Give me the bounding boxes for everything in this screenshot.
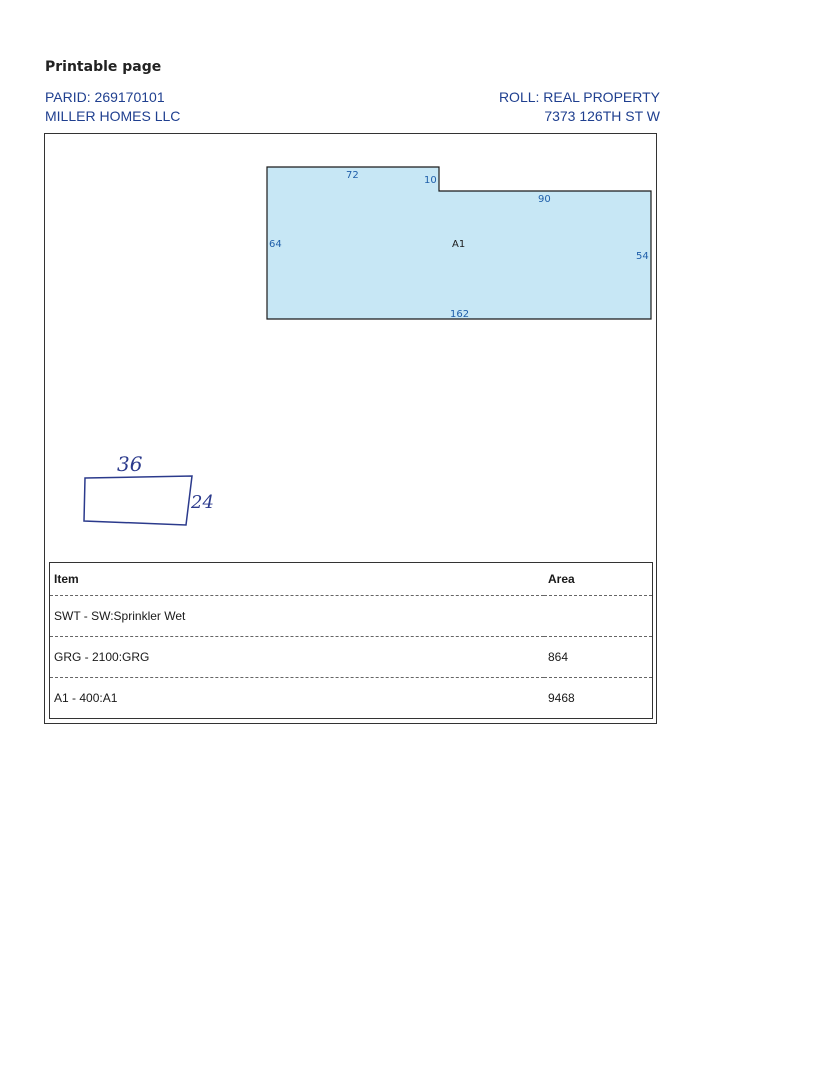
parcel-id: PARID: 269170101 — [45, 89, 165, 105]
dim-right: 54 — [636, 251, 649, 262]
dim-notch: 10 — [424, 175, 437, 186]
handwritten-width: 36 — [117, 452, 143, 476]
dim-left: 64 — [269, 239, 282, 250]
header-item: Item — [50, 563, 545, 596]
row-item: A1 - 400:A1 — [50, 678, 545, 719]
roll-type: ROLL: REAL PROPERTY — [498, 89, 660, 105]
row-item: SWT - SW:Sprinkler Wet — [50, 596, 545, 637]
row-area: 9468 — [544, 678, 653, 719]
row-area — [544, 596, 653, 637]
table-row — [50, 637, 653, 678]
table-row — [50, 678, 653, 719]
dim-bottom: 162 — [450, 309, 470, 320]
handwritten-height: 24 — [191, 492, 214, 513]
owner-name: MILLER HOMES LLC — [45, 108, 181, 124]
dim-top-right: 90 — [538, 194, 551, 205]
dim-top-left: 72 — [346, 170, 359, 181]
row-item: GRG - 2100:GRG — [50, 637, 545, 678]
page-heading: Printable page — [45, 59, 162, 75]
header-area: Area — [544, 563, 653, 596]
handwritten-rectangle — [84, 476, 192, 525]
table-header-row — [50, 563, 653, 596]
property-address: 7373 126TH ST W — [544, 108, 660, 124]
table-row — [50, 596, 653, 637]
area-label: A1 — [452, 239, 466, 250]
area-table — [49, 562, 653, 719]
row-area: 864 — [544, 637, 653, 678]
